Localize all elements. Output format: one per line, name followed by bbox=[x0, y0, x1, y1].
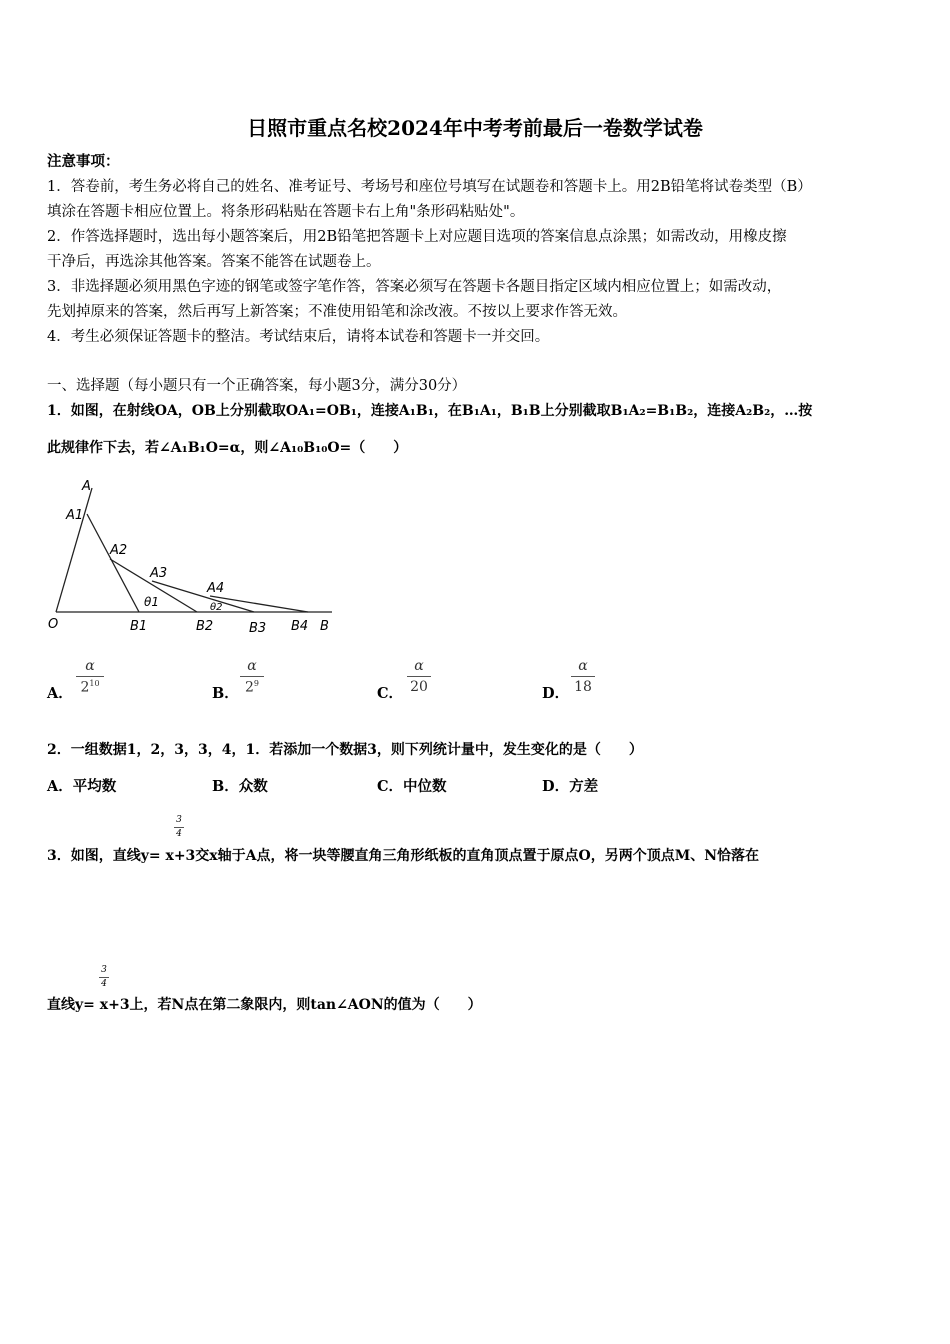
label-a2: A2 bbox=[110, 543, 128, 558]
option-d-fraction: α 18 bbox=[571, 658, 595, 695]
slope-fraction: 3 4 bbox=[174, 816, 184, 839]
label-b1: B1 bbox=[130, 619, 148, 634]
label-theta2: θ2 bbox=[210, 602, 223, 613]
page-title: 日照市重点名校2024年中考考前最后一卷数学试卷 bbox=[247, 116, 703, 140]
notice-line: 4．考生必须保证答题卡的整洁。考试结束后，请将本试卷和答题卡一并交回。 bbox=[47, 329, 550, 345]
label-b2: B2 bbox=[196, 619, 214, 634]
option-a-fraction: α $2^{10}$ bbox=[76, 658, 104, 696]
notice-line: 干净后，再选涂其他答案。答案不能答在试题卷上。 bbox=[47, 254, 381, 270]
notice-heading: 注意事项： bbox=[47, 153, 120, 170]
label-a4: A4 bbox=[207, 581, 225, 596]
q2-option-a: A．平均数 bbox=[47, 778, 117, 795]
option-b-letter: B． bbox=[212, 685, 239, 702]
question-3-stem-cont: 直线y= x+3上，若N点在第二象限内，则tan∠AON的值为（ ） bbox=[47, 997, 482, 1013]
question-3-stem: 3．如图，直线y= x+3交x轴于A点，将一块等腰直角三角形纸板的直角顶点置于原点O，另两个顶点M、N恰落在 bbox=[47, 848, 759, 864]
q2-option-d: D．方差 bbox=[542, 778, 599, 795]
label-a: A bbox=[82, 479, 91, 494]
question-1-stem-cont: 此规律作下去，若∠A₁B₁O=α，则∠A₁₀B₁₀O=（ ） bbox=[47, 440, 408, 456]
notice-line: 先划掉原来的答案，然后再写上新答案；不准使用铅笔和涂改液。不按以上要求作答无效。 bbox=[47, 304, 627, 320]
notice-line: 1．答卷前，考生务必将自己的姓名、准考证号、考场号和座位号填写在试题卷和答题卡上。用2B铅笔将试卷类型（B） bbox=[47, 179, 812, 195]
notice-line: 填涂在答题卡相应位置上。将条形码粘贴在答题卡右上角"条形码粘贴处"。 bbox=[47, 204, 525, 220]
question-2-stem: 2．一组数据1，2，3，3，4，1．若添加一个数据3，则下列统计量中，发生变化的是（ ） bbox=[47, 742, 643, 758]
slope-fraction: 3 4 bbox=[99, 966, 109, 989]
option-b-fraction: α $2^9$ bbox=[240, 658, 264, 696]
label-a1: A1 bbox=[66, 508, 84, 523]
option-d-letter: D． bbox=[542, 685, 570, 702]
option-c-fraction: α 20 bbox=[407, 658, 431, 695]
label-b4: B4 bbox=[291, 619, 309, 634]
label-b: B bbox=[320, 619, 329, 634]
question-1-stem: 1．如图，在射线OA，OB上分别截取OA₁=OB₁，连接A₁B₁，在B₁A₁，B₁B上分别截取B₁A₂=B₁B₂，连接A₂B₂，…按 bbox=[47, 403, 813, 419]
label-o: O bbox=[48, 617, 59, 632]
label-b3: B3 bbox=[249, 621, 267, 636]
notice-line: 3．非选择题必须用黑色字迹的钢笔或签字笔作答，答案必须写在答题卡各题目指定区域内相应位置上；如需改动， bbox=[47, 279, 782, 295]
notice-line: 2．作答选择题时，选出每小题答案后，用2B铅笔把答题卡上对应题目选项的答案信息点涂黑；如需改动，用橡皮擦 bbox=[47, 229, 787, 245]
q2-option-b: B．众数 bbox=[212, 778, 268, 795]
q2-option-c: C．中位数 bbox=[377, 778, 447, 795]
label-theta1: θ1 bbox=[144, 595, 159, 609]
section-heading: 一、选择题（每小题只有一个正确答案，每小题3分，满分30分） bbox=[47, 378, 467, 394]
option-a-letter: A． bbox=[47, 685, 73, 702]
label-a3: A3 bbox=[150, 566, 168, 581]
question-1-figure bbox=[44, 476, 339, 638]
option-c-letter: C． bbox=[377, 685, 404, 702]
